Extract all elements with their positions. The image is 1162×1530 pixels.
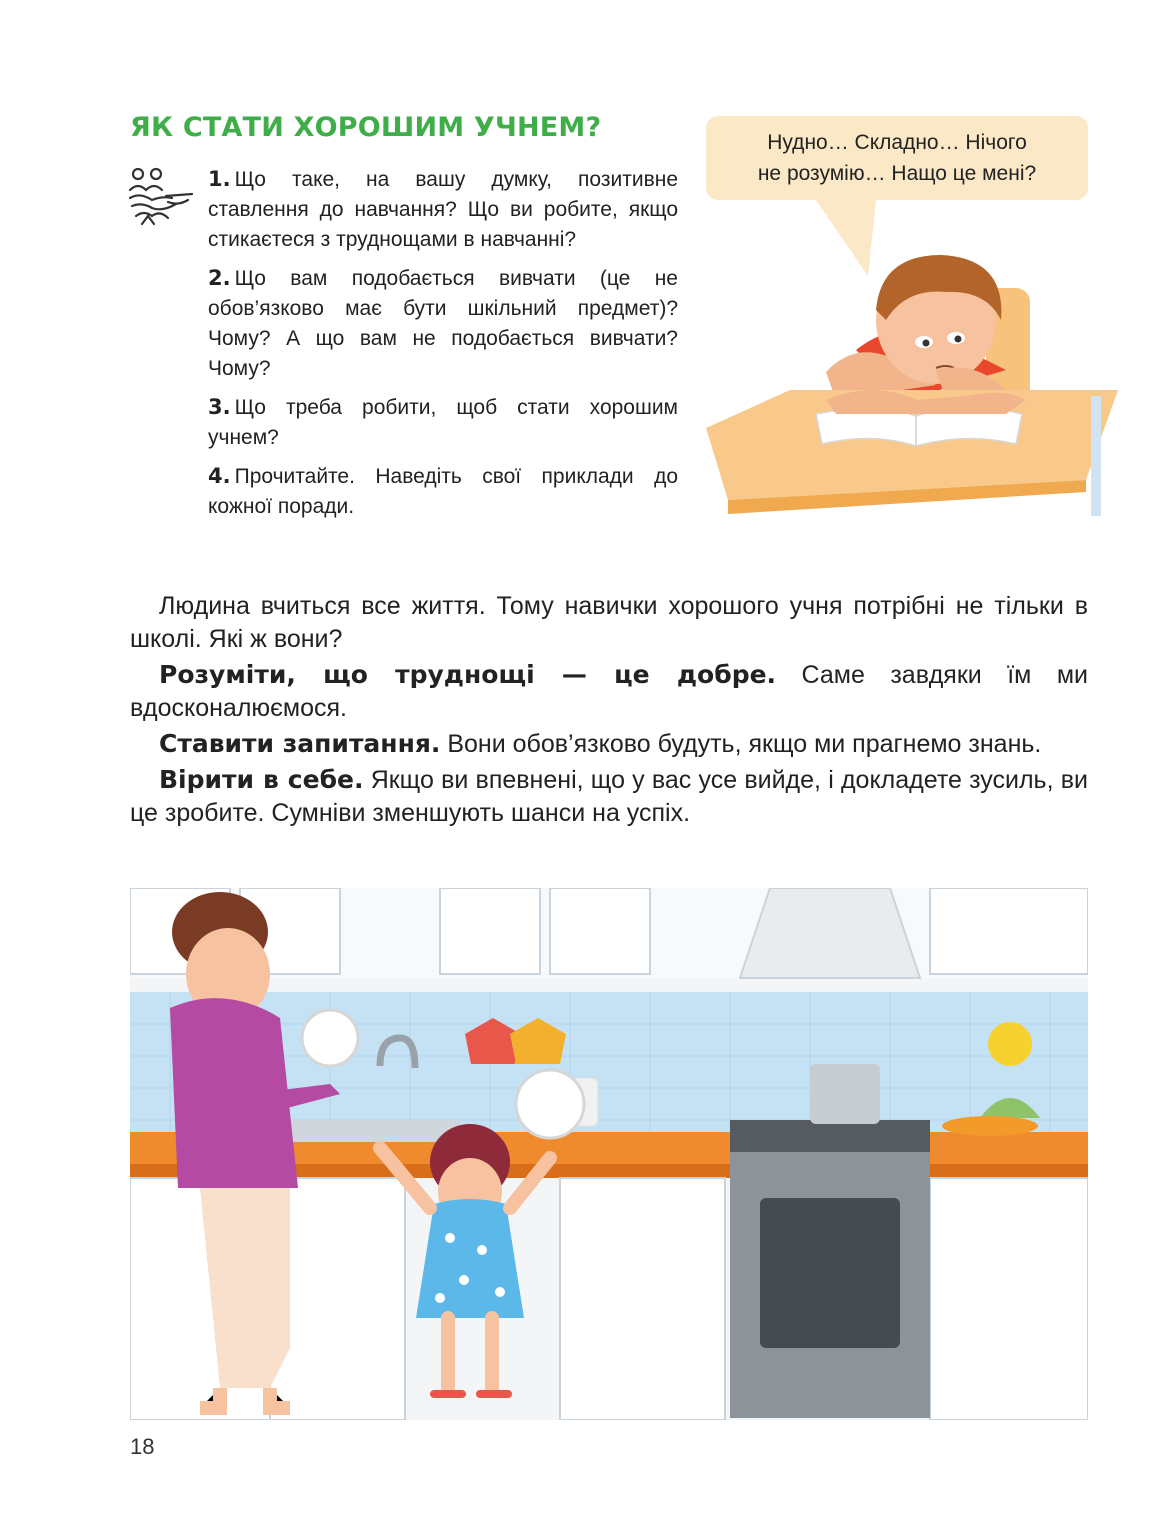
question-4: 4. Прочитайте. Наведіть свої приклади до кожної поради. [208,464,678,518]
speech-line-2: не розумію… Нащо це мені? [757,162,1037,185]
speech-bubble [706,116,1088,200]
question-3: 3. Що треба робити, щоб стати хорошим учнем? [208,395,678,449]
group-discussion-icon [128,166,196,228]
questions-list [208,164,678,530]
tip-3: Вірити в себе. Якщо ви впевнені, що у вас усе вийде, і докладете зусиль, ви це зробите. Сумніви зменшують шанси на успіх. [130,765,1088,827]
tip-1: Розуміти, що труднощі — це добре. Саме завдяки їм ми вдосконалюємося. [130,660,1088,722]
tip-2: Ставити запитання. Вони обов’язково будуть, якщо ми прагнемо знань. [159,729,1042,758]
page-title: ЯК СТАТИ ХОРОШИМ УЧНЕМ? [130,112,602,143]
main-text [130,590,1088,832]
question-1: 1. Що таке, на вашу думку, позитивне ставлення до навчання? Що ви робите, якщо стикаєтеся з труднощами в навчанні? [208,167,678,251]
intro-paragraph: Людина вчиться все життя. Тому навички хорошого учня потрібні не тільки в школі. Які ж вони? [130,592,1088,653]
page-number: 18 [130,1434,155,1459]
speech-line-1: Нудно… Складно… Нічого [767,131,1027,154]
kitchen-illustration [130,888,1088,1420]
question-2: 2. Що вам подобається вивчати (це не обов’язково має бути шкільний предмет)? Чому? А що вам не подобається вивчати? Чому? [208,266,678,380]
bored-boy-illustration [706,200,1120,520]
